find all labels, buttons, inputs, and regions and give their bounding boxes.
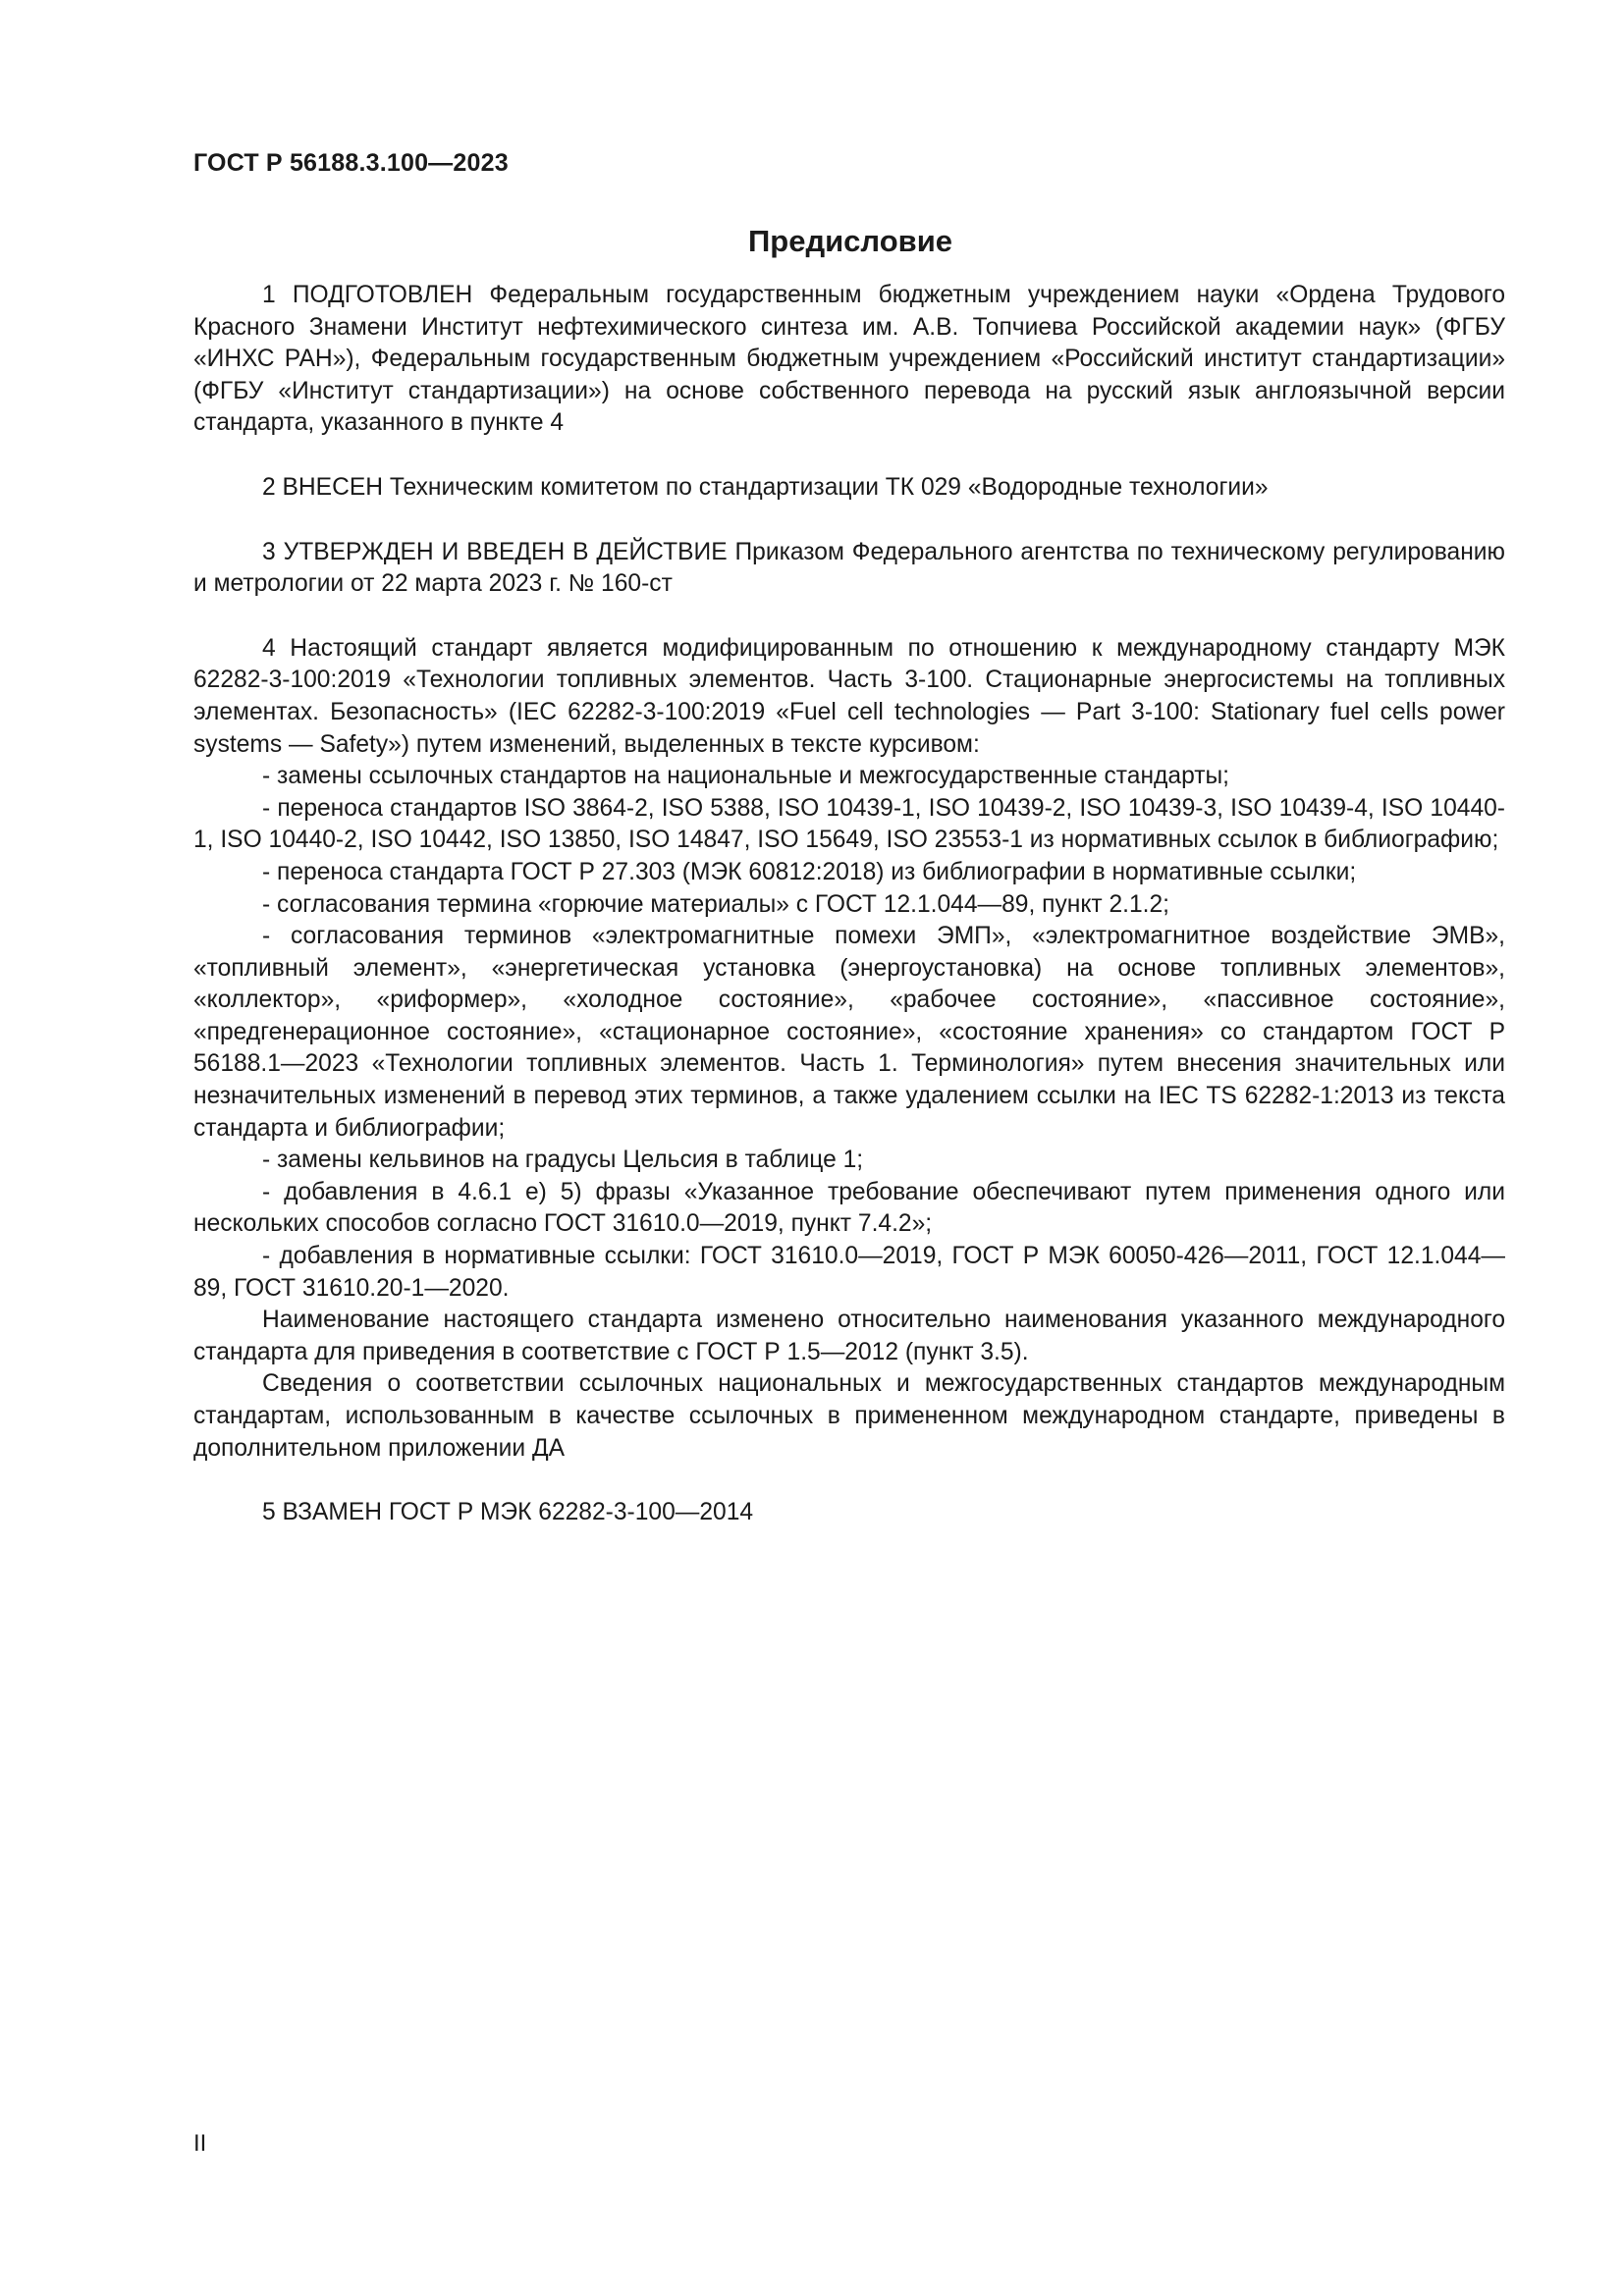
paragraph-name-change: Наименование настоящего стандарта изменено относительно наименования указанного международного стандарта для приведения в соответствие с ГОСТ Р 1.5—2012 (пункт 3.5). (193, 1307, 1505, 1365)
document-code: ГОСТ Р 56188.3.100—2023 (193, 149, 509, 177)
paragraph-replaces: 5 ВЗАМЕН ГОСТ Р МЭК 62282-3-100—2014 (262, 1499, 754, 1526)
paragraph-references-info: Сведения о соответствии ссылочных национальных и межгосударственных стандартов международным стандартам, использованным в качестве ссылочных в примененном международном стандарте, приведены в дополнительном приложении ДА (193, 1370, 1505, 1462)
list-item: - замены кельвинов на градусы Цельсия в таблице 1; (262, 1147, 864, 1174)
paragraph-approved: 3 УТВЕРЖДЕН И ВВЕДЕН В ДЕЙСТВИЕ Приказом Федерального агентства по техническому регулированию и метрологии от 22 марта 2023 г. № 160-ст (193, 538, 1505, 598)
foreword-title: Предисловие (747, 224, 952, 258)
list-item: - переноса стандарта ГОСТ Р 27.303 (МЭК 60812:2018) из библиографии в нормативные ссылки; (262, 858, 1357, 885)
list-item: - замены ссылочных стандартов на национальные и межгосударственные стандарты; (262, 763, 1229, 790)
list-item: - добавления в нормативные ссылки: ГОСТ 31610.0—2019, ГОСТ Р МЭК 60050-426—2011, ГОСТ 12.1.044—89, ГОСТ 31610.20-1—2020. (193, 1243, 1505, 1302)
page-number: II (193, 2130, 207, 2157)
paragraph-introduced-by: 2 ВНЕСЕН Техническим комитетом по стандартизации ТК 029 «Водородные технологии» (262, 473, 1269, 501)
list-item: - добавления в 4.6.1 е) 5) фразы «Указанное требование обеспечивают путем применения одного или нескольких способов согласно ГОСТ 31610.0—2019, пункт 7.4.2»; (193, 1178, 1505, 1238)
changes-list (193, 761, 1505, 1305)
list-item: - согласования термина «горючие материалы» с ГОСТ 12.1.044—89, пункт 2.1.2; (262, 890, 1169, 918)
paragraph-modification: 4 Настоящий стандарт является модифицированным по отношению к международному стандарту МЭК 62282-3-100:2019 «Технологии топливных элементов. Часть 3-100. Стационарные энергосистемы на топливных элементах. Безопасность» (IEC 62282-3-100:2019 «Fuel cell technologies — Part 3-100: Stationary fuel cells power systems — Safety») путем изменений, выделенных в тексте курсивом: (193, 634, 1505, 758)
list-item: - согласования терминов «электромагнитные помехи ЭМП», «электромагнитное воздействие ЭМВ», «топливный элемент», «энергетическая установка (энергоустановка) на основе топливных элементов», «коллектор», «риформер», «холодное состояние», «рабочее состояние», «пассивное состояние», «предгенерационное состояние», «стационарное состояние», «состояние хранения» со стандартом ГОСТ Р 56188.1—2023 «Технологии топливных элементов. Часть 1. Терминология» путем внесения значительных или незначительных изменений в перевод этих терминов, а также удалением ссылки на IEC TS 62282-1:2013 из текста стандарта и библиографии; (193, 923, 1505, 1142)
foreword-section (193, 222, 1505, 1529)
paragraph-prepared-by: 1 ПОДГОТОВЛЕН Федеральным государственным бюджетным учреждением науки «Ордена Трудового Красного Знамени Институт нефтехимического синтеза им. А.В. Топчиева Российской академии наук» (ФГБУ «ИНХС РАН»), Федеральным государственным бюджетным учреждением «Российский институт стандартизации» (ФГБУ «Институт стандартизации») на основе собственного перевода на русский язык англоязычной версии стандарта, указанного в пункте 4 (193, 282, 1505, 437)
list-item: - переноса стандартов ISO 3864-2, ISO 5388, ISO 10439-1, ISO 10439-2, ISO 10439-3, ISO 10439-4, ISO 10440-1, ISO 10440-2, ISO 10442, ISO 13850, ISO 14847, ISO 15649, ISO 23553-1 из нормативных ссылок в библиографию; (193, 794, 1505, 854)
